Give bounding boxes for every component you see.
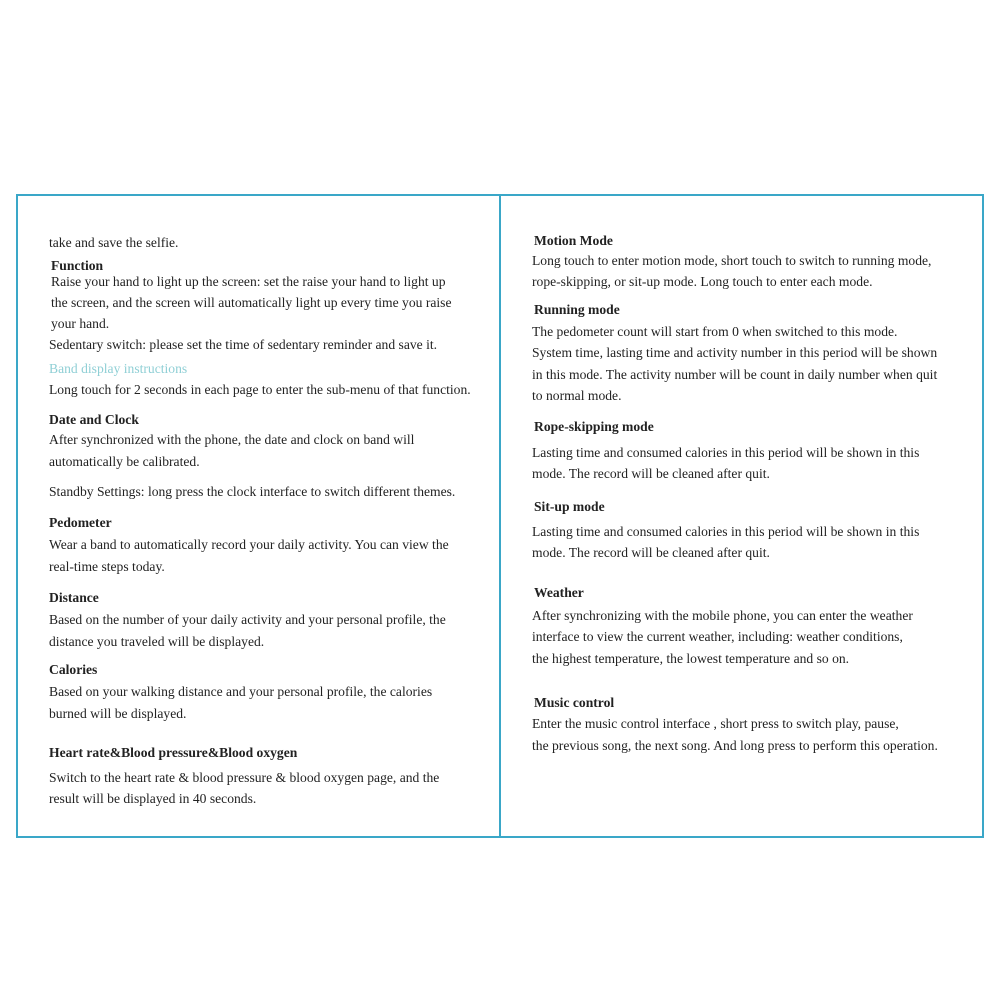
right-text-line: The pedometer count will start from 0 when switched to this mode. [532,324,898,339]
left-text-line: the screen, and the screen will automatically light up every time you raise [51,295,452,310]
right-text-line: in this mode. The activity number will be count in daily number when quit [532,367,938,382]
left-text-line: Sedentary switch: please set the time of sedentary reminder and save it. [49,337,438,352]
pedometer-heading: Pedometer [49,515,112,530]
left-text-line: After synchronized with the phone, the date and clock on band will [49,432,415,447]
left-text-line: result will be displayed in 40 seconds. [49,791,257,806]
running-mode-heading: Running mode [534,302,620,317]
left-text-line: Wear a band to automatically record your daily activity. You can view the [49,537,449,552]
right-text-line: the highest temperature, the lowest temperature and so on. [532,651,850,666]
right-text-line: rope-skipping, or sit-up mode. Long touch to enter each mode. [532,274,873,289]
calories-heading: Calories [49,662,98,677]
left-text-line: automatically be calibrated. [49,454,200,469]
right-text-line: Lasting time and consumed calories in this period will be shown in this [532,524,920,539]
left-text-line: Based on your walking distance and your personal profile, the calories [49,684,433,699]
left-text-line: Based on the number of your daily activity and your personal profile, the [49,612,446,627]
column-divider [499,194,501,838]
right-text-line: mode. The record will be cleaned after quit. [532,545,770,560]
left-text-line: Long touch for 2 seconds in each page to enter the sub-menu of that function. [49,382,471,397]
right-text-line: Lasting time and consumed calories in this period will be shown in this [532,445,920,460]
right-text-line: interface to view the current weather, including: weather conditions, [532,629,903,644]
function-heading: Function [51,258,104,273]
rope-skipping-mode-heading: Rope-skipping mode [534,419,654,434]
left-text-line: Switch to the heart rate & blood pressure & blood oxygen page, and the [49,770,440,785]
left-text-line: your hand. [51,316,110,331]
left-text-line: distance you traveled will be displayed. [49,634,265,649]
right-text-line: to normal mode. [532,388,622,403]
right-text-line: mode. The record will be cleaned after quit. [532,466,770,481]
right-text-line: After synchronizing with the mobile phone, you can enter the weather [532,608,913,623]
sit-up-mode-heading: Sit-up mode [534,499,605,514]
right-text-line: Enter the music control interface , short press to switch play, pause, [532,716,899,731]
left-text-line: Raise your hand to light up the screen: set the raise your hand to light up [51,274,446,289]
distance-heading: Distance [49,590,99,605]
band-display-instructions-heading: Band display instructions [49,361,188,376]
motion-mode-heading: Motion Mode [534,233,613,248]
right-text-line: Long touch to enter motion mode, short touch to switch to running mode, [532,253,932,268]
music-control-heading: Music control [534,695,615,710]
right-text-line: the previous song, the next song. And long press to perform this operation. [532,738,938,753]
left-text-line: burned will be displayed. [49,706,187,721]
weather-heading: Weather [534,585,584,600]
heart-rate-heading: Heart rate&Blood pressure&Blood oxygen [49,745,298,760]
left-text-line: Standby Settings: long press the clock interface to switch different themes. [49,484,456,499]
right-text-line: System time, lasting time and activity number in this period will be shown [532,345,938,360]
date-and-clock-heading: Date and Clock [49,412,139,427]
left-text-line: take and save the selfie. [49,235,179,250]
left-text-line: real-time steps today. [49,559,165,574]
